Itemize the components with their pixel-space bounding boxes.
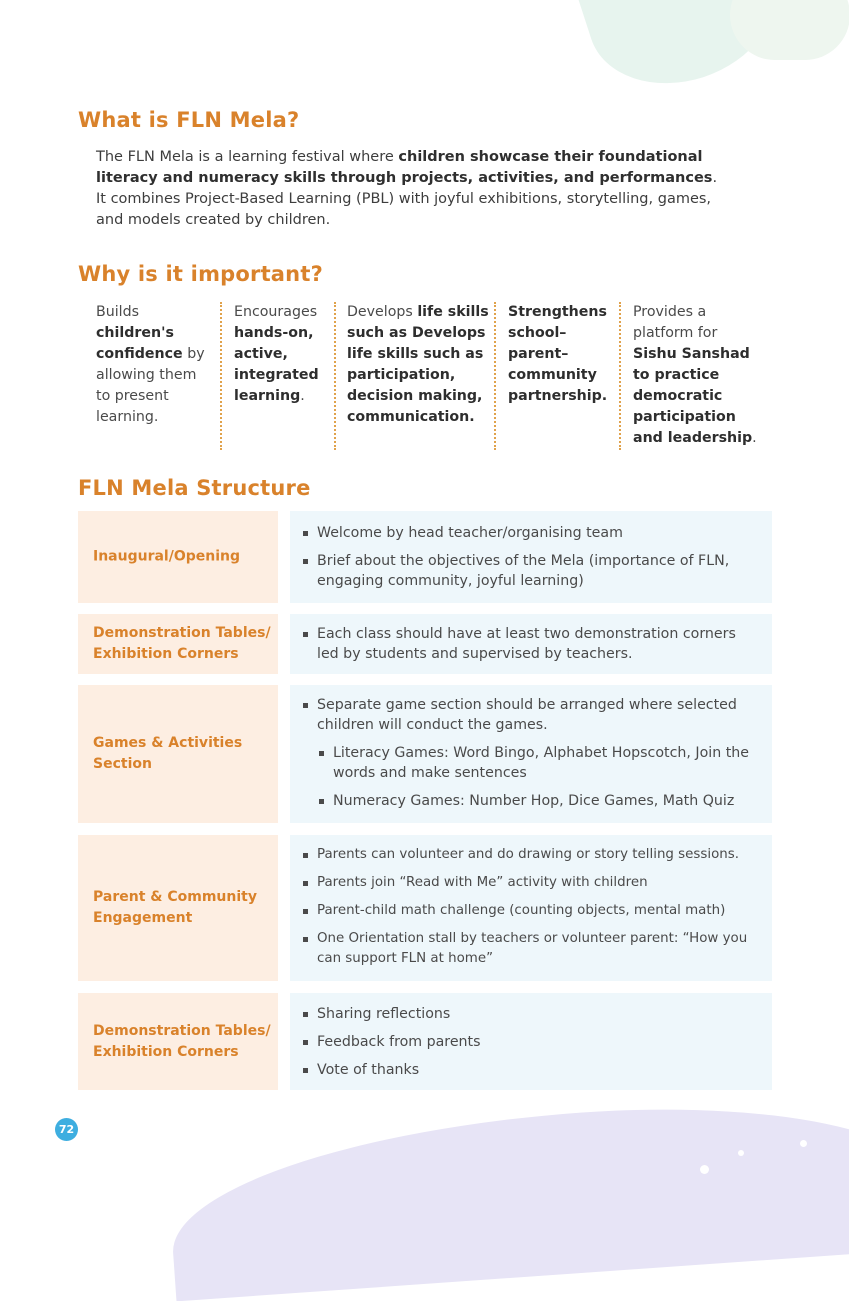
what-text-1: The FLN Mela is a learning festival where (96, 149, 399, 165)
why-divider (494, 302, 496, 450)
row-label-cell (78, 614, 278, 674)
row-label: Parent & Community Engagement (93, 889, 257, 926)
why-col-partnership (508, 302, 614, 407)
row-content-cell (290, 511, 772, 603)
why-col-confidence (96, 302, 211, 428)
row-bullet-list (303, 1004, 762, 1088)
why-heading: Why is it important? (78, 262, 323, 286)
structure-row-closing (78, 993, 772, 1090)
decorative-dot (800, 1140, 807, 1147)
why-col-platform (633, 302, 763, 449)
list-item: Parent-child math challenge (counting objects, mental math) (303, 901, 762, 921)
why-col5-bold: Sishu Sanshad to practice democratic participation and leadership (633, 346, 753, 446)
why-col4-bold: Strengthens school– parent– community partnership. (508, 304, 608, 404)
row-content-cell (290, 614, 772, 674)
list-item: Brief about the objectives of the Mela (importance of FLN, engaging community, joyful learning) (303, 551, 762, 591)
why-col1-text: Builds (96, 304, 140, 320)
why-col5-text: Provides a platform for (633, 304, 718, 341)
why-col2-bold: hands-on, active, integrated learning (234, 325, 319, 404)
row-bullet-list (303, 523, 762, 599)
structure-row-demonstration (78, 614, 772, 674)
why-col2-text-end: . (300, 388, 305, 404)
what-text-2: . It combines Project-Based Learning (PBL) with joyful exhibitions, storytelling, games, and models created by children. (96, 170, 718, 228)
structure-row-opening (78, 511, 772, 603)
row-content-cell (290, 993, 772, 1090)
row-bullet-list (303, 624, 762, 672)
what-paragraph (96, 147, 726, 231)
row-label: Inaugural/Opening (93, 548, 241, 565)
decorative-dot (738, 1150, 744, 1156)
structure-row-parent-community (78, 835, 772, 981)
row-content-cell (290, 835, 772, 981)
decorative-leaf-top-right (730, 0, 849, 60)
why-col-life-skills (347, 302, 489, 428)
why-divider (334, 302, 336, 450)
structure-row-games (78, 685, 772, 823)
row-label-cell (78, 993, 278, 1090)
why-col1-text-end: by allowing them to present learning. (96, 346, 205, 425)
list-item: Welcome by head teacher/organising team (303, 523, 762, 543)
structure-heading: FLN Mela Structure (78, 476, 311, 500)
page-number-badge: 72 (55, 1118, 78, 1141)
why-col3-text: Develops (347, 304, 418, 320)
why-divider (220, 302, 222, 450)
why-divider (619, 302, 621, 450)
row-label: Demonstration Tables/ Exhibition Corners (93, 625, 271, 662)
list-item: Separate game section should be arranged where selected children will conduct the games. (303, 695, 762, 735)
row-label: Games & Activities Section (93, 735, 243, 772)
list-item: Sharing reflections (303, 1004, 762, 1024)
why-col1-bold: children's confidence (96, 325, 183, 362)
list-item: One Orientation stall by teachers or volunteer parent: “How you can support FLN at home” (303, 929, 762, 969)
list-item: Parents join “Read with Me” activity with children (303, 873, 762, 893)
list-item: Vote of thanks (303, 1060, 762, 1080)
list-item-literacy-games: Literacy Games: Word Bingo, Alphabet Hopscotch, Join the words and make sentences (319, 743, 762, 783)
list-item: Each class should have at least two demonstration corners led by students and supervised by teachers. (303, 624, 762, 664)
row-label-cell (78, 685, 278, 823)
list-item: Feedback from parents (303, 1032, 762, 1052)
why-col5-text-end: . (752, 430, 757, 446)
list-item-numeracy-games: Numeracy Games: Number Hop, Dice Games, Math Quiz (319, 791, 762, 811)
list-item: Parents can volunteer and do drawing or story telling sessions. (303, 845, 762, 865)
what-text-bold: children showcase their foundational literacy and numeracy skills through projects, activities, and performances (96, 149, 713, 186)
why-col-hands-on (234, 302, 328, 407)
why-col2-text: Encourages (234, 304, 318, 320)
row-label-cell (78, 835, 278, 981)
decorative-dot (700, 1165, 709, 1174)
decorative-wave-bottom (165, 1089, 849, 1301)
row-label-cell (78, 511, 278, 603)
why-col3-bold: life skills such as Develops life skills such as participation, decision making, communication. (347, 304, 489, 425)
what-heading: What is FLN Mela? (78, 108, 300, 132)
row-bullet-list (303, 695, 762, 819)
row-label: Demonstration Tables/ Exhibition Corners (93, 1022, 271, 1060)
row-content-cell (290, 685, 772, 823)
why-columns (96, 302, 776, 452)
row-bullet-list (303, 845, 762, 977)
